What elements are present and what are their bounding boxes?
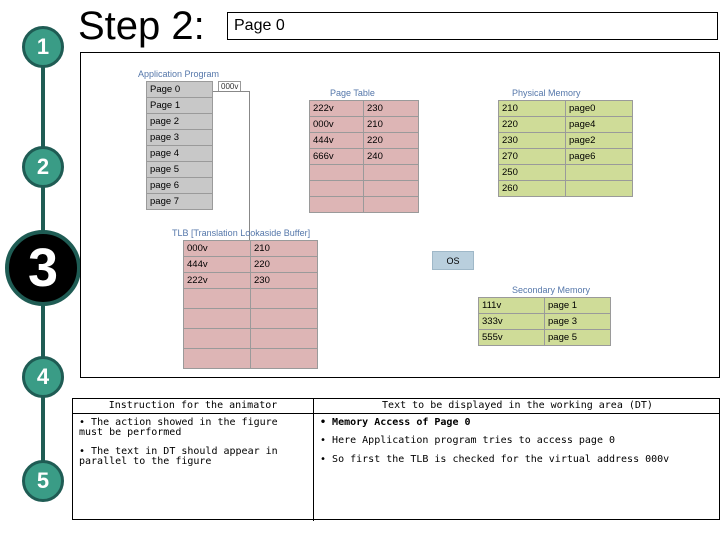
step-1-circle[interactable]: 1: [22, 26, 64, 68]
physical-memory-cell: 260: [499, 181, 566, 197]
tlb-cell: [251, 349, 318, 369]
physical-memory-cell: 230: [499, 133, 566, 149]
instruction-table: [72, 398, 720, 520]
table-row: [499, 181, 633, 197]
table-row: [479, 298, 611, 314]
step-4-circle[interactable]: 4: [22, 356, 64, 398]
physical-memory-table: [498, 100, 633, 197]
instruction-header-line: [73, 413, 720, 414]
table-row: [147, 98, 213, 114]
table-row: [184, 309, 318, 329]
animator-note-text: The text in DT should appear in parallel to the figure: [79, 446, 278, 467]
page-table-cell: 000v: [310, 117, 364, 133]
physical-memory-cell: page2: [566, 133, 633, 149]
tlb-cell: [184, 349, 251, 369]
tlb-cell: [251, 289, 318, 309]
tlb-cell: [184, 309, 251, 329]
virtual-address-pointer: 000v: [218, 81, 241, 92]
dt-header: Text to be displayed in the working area (DT): [382, 400, 653, 411]
table-row: [184, 349, 318, 369]
table-row: [479, 314, 611, 330]
dt-note: • Here Application program tries to access page 0: [320, 435, 616, 446]
tlb-label: TLB [Translation Lookaside Buffer]: [172, 228, 311, 238]
table-row: [310, 149, 419, 165]
table-row: [147, 82, 213, 98]
table-row: [479, 330, 611, 346]
dt-note-text: Here Application program tries to access page 0: [332, 435, 616, 446]
page-table-cell: 220: [364, 133, 419, 149]
dt-note: • So first the TLB is checked for the virtual address 000v: [320, 454, 670, 465]
page-table-cell: [364, 181, 419, 197]
os-box: OS: [432, 251, 474, 270]
tlb-cell: 444v: [184, 257, 251, 273]
physical-memory-cell: page4: [566, 117, 633, 133]
page-table: [309, 100, 419, 213]
tlb-cell: 230: [251, 273, 318, 289]
table-row: [499, 149, 633, 165]
physical-memory-cell: 220: [499, 117, 566, 133]
page-table-cell: [310, 165, 364, 181]
table-row: [310, 165, 419, 181]
animator-header: Instruction for the animator: [108, 400, 278, 411]
application-program-label: Application Program: [138, 69, 220, 79]
table-row: [499, 101, 633, 117]
pointer-line-horizontal: [213, 91, 249, 92]
animator-note: • The action showed in the figure must be performed: [79, 417, 278, 438]
animator-note-text: The action showed in the figure must be performed: [79, 417, 278, 438]
tlb-cell: 222v: [184, 273, 251, 289]
tlb-table: [183, 240, 318, 369]
table-row: [147, 114, 213, 130]
table-row: [147, 130, 213, 146]
tlb-cell: [251, 309, 318, 329]
page-cell[interactable]: Page 1: [147, 98, 213, 114]
page-table-cell: 210: [364, 117, 419, 133]
physical-memory-cell: 210: [499, 101, 566, 117]
dt-note-text: So first the TLB is checked for the virtual address 000v: [332, 454, 670, 465]
page-table-label: Page Table: [330, 88, 375, 98]
table-row: [184, 273, 318, 289]
page-cell[interactable]: page 2: [147, 114, 213, 130]
secondary-memory-cell: 111v: [479, 298, 545, 314]
tlb-cell: 220: [251, 257, 318, 273]
step-2-circle[interactable]: 2: [22, 146, 64, 188]
table-row: [310, 197, 419, 213]
table-row: [184, 241, 318, 257]
table-row: [310, 181, 419, 197]
step-title: Step 2:: [78, 4, 205, 48]
table-row: [310, 117, 419, 133]
animator-note: • The text in DT should appear in parallel to the figure: [79, 446, 278, 467]
table-row: [184, 257, 318, 273]
physical-memory-cell: 270: [499, 149, 566, 165]
tlb-cell: [251, 329, 318, 349]
secondary-memory-cell: page 5: [545, 330, 611, 346]
secondary-memory-cell: page 1: [545, 298, 611, 314]
page-cell[interactable]: Page 0: [147, 82, 213, 98]
table-row: [184, 329, 318, 349]
table-row: [499, 117, 633, 133]
physical-memory-cell: [566, 181, 633, 197]
secondary-memory-label: Secondary Memory: [512, 285, 591, 295]
page-table-cell: [310, 181, 364, 197]
table-row: [499, 165, 633, 181]
application-program-table: [146, 81, 213, 210]
secondary-memory-cell: 555v: [479, 330, 545, 346]
table-row: [499, 133, 633, 149]
physical-memory-cell: 250: [499, 165, 566, 181]
page-table-cell: [364, 197, 419, 213]
secondary-memory-cell: page 3: [545, 314, 611, 330]
table-row: [310, 133, 419, 149]
pointer-line-vertical: [249, 91, 250, 241]
tlb-cell: [184, 329, 251, 349]
physical-memory-cell: [566, 165, 633, 181]
table-row: [310, 101, 419, 117]
step-3-circle[interactable]: 3: [5, 230, 81, 306]
page-table-cell: 666v: [310, 149, 364, 165]
page-table-cell: 240: [364, 149, 419, 165]
page-cell[interactable]: page 5: [147, 162, 213, 178]
physical-memory-cell: page0: [566, 101, 633, 117]
page-table-cell: 222v: [310, 101, 364, 117]
table-row: [147, 194, 213, 210]
tlb-cell: 210: [251, 241, 318, 257]
page-label-box: Page 0: [227, 12, 718, 40]
physical-memory-cell: page6: [566, 149, 633, 165]
secondary-memory-cell: 333v: [479, 314, 545, 330]
page-table-cell: [310, 197, 364, 213]
page-cell[interactable]: page 4: [147, 146, 213, 162]
dt-note: • Memory Access of Page 0: [320, 417, 471, 428]
page-cell[interactable]: page 7: [147, 194, 213, 210]
page-cell[interactable]: page 3: [147, 130, 213, 146]
page-table-cell: 230: [364, 101, 419, 117]
secondary-memory-table: [478, 297, 611, 346]
table-row: [147, 162, 213, 178]
page-cell[interactable]: page 6: [147, 178, 213, 194]
page-table-cell: [364, 165, 419, 181]
table-row: [147, 146, 213, 162]
step-5-circle[interactable]: 5: [22, 460, 64, 502]
dt-note-text: Memory Access of Page 0: [332, 417, 471, 428]
instruction-divider: [313, 399, 314, 521]
tlb-cell: [184, 289, 251, 309]
table-row: [184, 289, 318, 309]
physical-memory-label: Physical Memory: [512, 88, 581, 98]
tlb-cell: 000v: [184, 241, 251, 257]
table-row: [147, 178, 213, 194]
page-table-cell: 444v: [310, 133, 364, 149]
